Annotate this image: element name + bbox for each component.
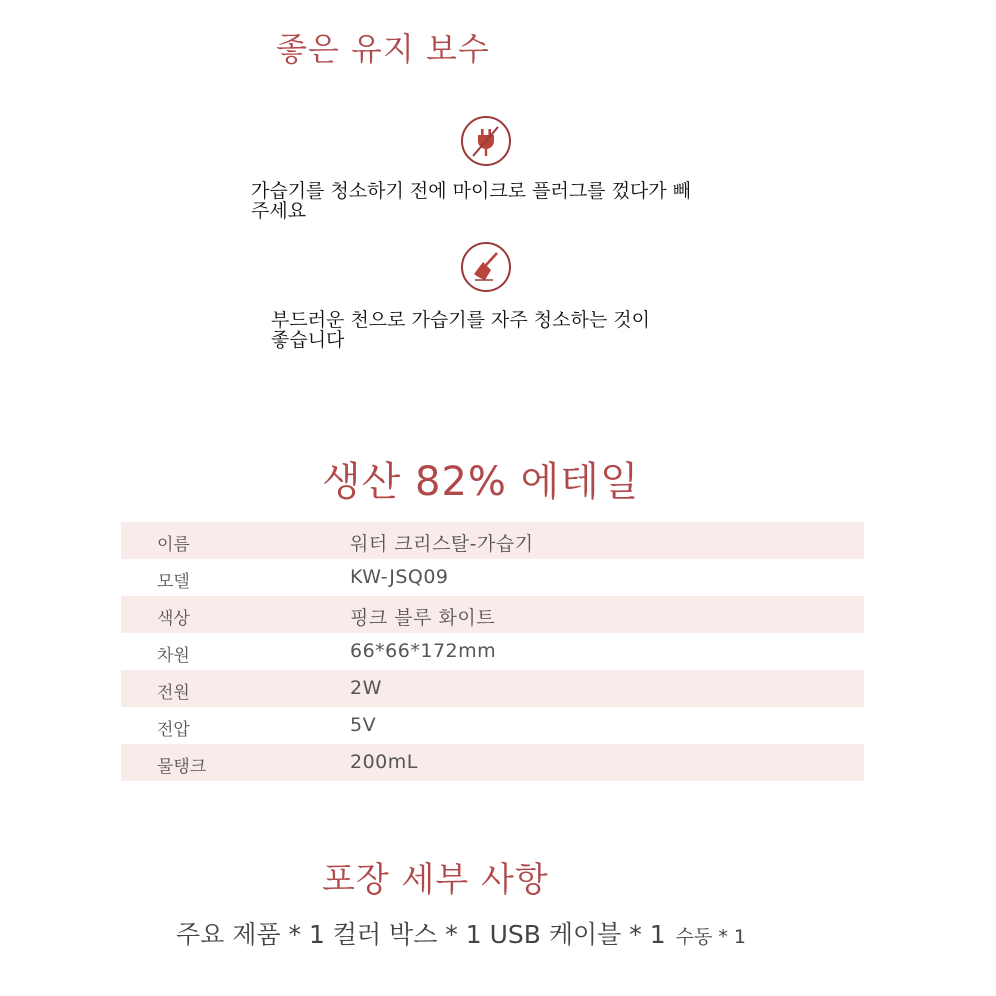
packaging-title: 포장 세부 사항 [322,860,549,900]
spec-value: 2W [350,677,382,699]
spec-value: 워터 크리스탈-가습기 [350,533,534,555]
tip-text-clean [271,310,650,350]
packaging-list: 주요 제품 * 1 컬러 박스 * 1 USB 케이블 * 1 [176,920,666,949]
spec-value: 200mL [350,751,418,773]
table-row [121,559,864,596]
spec-label: 전압 [157,720,190,740]
specs-title: 생산 82% 에테일 [322,459,640,505]
spec-label: 모델 [157,572,190,592]
spec-value: 5V [350,714,377,736]
table-row [121,670,864,707]
tip-line: 부드러운 천으로 가습기를 자주 청소하는 것이 [271,309,650,331]
maintenance-title: 좋은 유지 보수 [276,30,490,68]
spec-table [121,522,864,781]
spec-value: 66*66*172mm [350,640,497,662]
spec-label: 전원 [157,683,190,703]
table-row [121,596,864,633]
tip-line: 가습기를 청소하기 전에 마이크로 플러그를 껐다가 빼 [251,180,692,202]
spec-label: 차원 [157,646,190,666]
spec-value: 핑크 블루 화이트 [350,607,496,629]
broom-icon [461,242,511,292]
table-row [121,633,864,670]
table-row [121,744,864,781]
spec-label: 물탱크 [157,757,207,777]
tip-line: 주세요 [251,200,307,222]
spec-label: 색상 [157,609,190,629]
tip-line: 좋습니다 [271,329,345,351]
table-row [121,707,864,744]
spec-value: KW-JSQ09 [350,566,449,588]
unplug-icon [461,116,511,166]
packaging-list-manual: 수동 * 1 [675,926,746,948]
table-row [121,522,864,559]
tip-text-unplug [251,181,691,221]
packaging-contents [176,915,746,951]
spec-label: 이름 [157,535,190,555]
